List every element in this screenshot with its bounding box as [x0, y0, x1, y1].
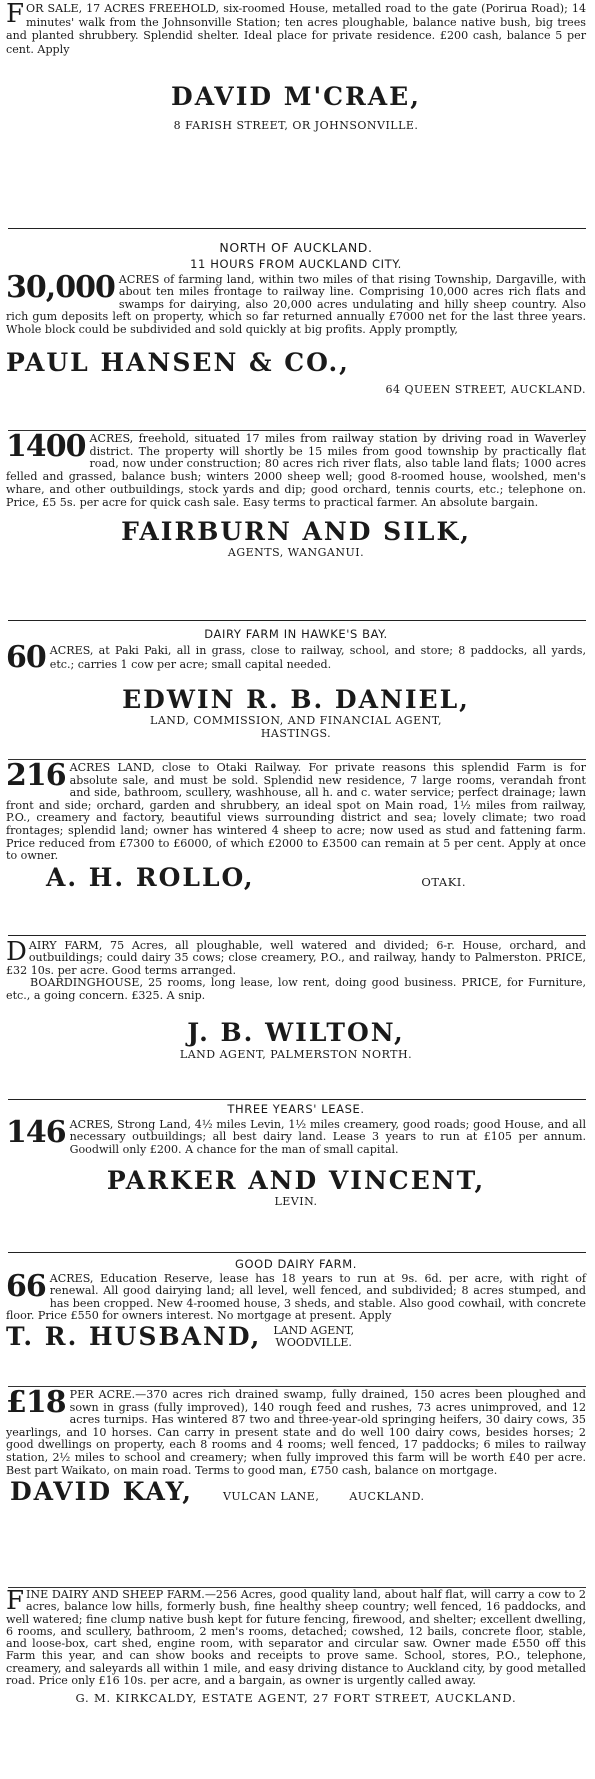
advertiser-row — [6, 1322, 586, 1351]
divider — [8, 1252, 586, 1253]
ad-wilton — [6, 937, 586, 1062]
advertiser-name: J. B. WILTON, — [187, 1018, 405, 1048]
ad-body-second: BOARDINGHOUSE, 25 rooms, long lease, low rent, doing good business. PRICE, for Furniture, etc., a going concern. £325. A snip. — [6, 976, 586, 1002]
ad-rollo — [6, 758, 586, 892]
ad-heading: THREE YEARS' LEASE. — [227, 1102, 365, 1116]
acreage-number: 146 — [6, 1115, 66, 1150]
advertiser-row — [6, 863, 586, 892]
ad-body — [6, 270, 586, 336]
divider — [8, 228, 586, 229]
ad-heading: GOOD DAIRY FARM. — [235, 1257, 357, 1271]
advertiser-name: DAVID KAY, — [10, 1477, 193, 1507]
ad-body — [6, 640, 586, 675]
ad-body — [6, 2, 586, 56]
ad-husband — [6, 1257, 586, 1351]
ad-body — [6, 758, 586, 863]
advertiser-address: 8 FARISH STREET, OR JOHNSONVILLE. — [173, 119, 419, 133]
acreage-number: 30,000 — [6, 270, 115, 305]
ad-text: ACRES, Strong Land, 4½ miles Levin, 1½ miles creamery, good roads; good House, and all necessary outbuildings; all best dairy land. Lease 3 years to run at £105 per annum. Goodwill only £200. A chance for the man of small capital. — [69, 1118, 586, 1156]
ad-fairburn — [6, 429, 586, 560]
divider — [8, 1386, 586, 1387]
advertiser-agent-block — [273, 1325, 354, 1349]
advertiser-name: FAIRBURN AND SILK, — [121, 517, 471, 547]
divider — [8, 430, 586, 431]
advertiser-town: LEVIN. — [274, 1195, 318, 1209]
ad-body — [6, 937, 586, 977]
divider — [8, 620, 586, 621]
ad-subheading: 11 HOURS FROM AUCKLAND CITY. — [190, 257, 402, 271]
acreage-number: 66 — [6, 1269, 46, 1304]
advertiser-footer: G. M. KIRKCALDY, ESTATE AGENT, 27 FORT STREET, AUCKLAND. — [75, 1691, 517, 1706]
drop-capital: F — [6, 0, 25, 29]
advertiser-name: DAVID M'CRAE, — [171, 82, 421, 112]
drop-capital: D — [6, 937, 27, 967]
divider — [8, 759, 586, 760]
acreage-number: 60 — [6, 640, 46, 675]
advertiser-agents: AGENTS, WANGANUI. — [227, 546, 365, 560]
ad-kay — [6, 1385, 586, 1507]
advertiser-town: HASTINGS. — [260, 727, 332, 741]
divider — [8, 1099, 586, 1100]
ad-text: ACRES, freehold, situated 17 miles from railway station by driving road in Waverley district. The property will shortly be 15 miles from good township by practically flat road, now under construction; 80 acres rich river flats, also table land flats; 1000 acres felled and grassed, balance bush; winters 2000 sheep well; good 8-roomed house, woolshed, men's whare, and other outbuildings, stock yards and dip; good orchard, tennis courts, etc.; telephone on. Price, £5 5s. per acre for quick cash sale. Easy terms to practical farmer. An absolute bargain. — [6, 432, 586, 509]
advertiser-title: LAND, COMMISSION, AND FINANCIAL AGENT, — [150, 714, 442, 728]
advertiser-name: PARKER AND VINCENT, — [106, 1166, 486, 1196]
advertiser-town: OTAKI. — [421, 874, 466, 889]
advertiser-address: LAND AGENT, PALMERSTON NORTH. — [179, 1048, 413, 1062]
acreage-number: 216 — [6, 758, 66, 793]
drop-capital: F — [6, 1586, 25, 1616]
advertiser-name: T. R. HUSBAND, — [6, 1322, 262, 1352]
divider — [8, 935, 586, 936]
agent-title: LAND AGENT, — [273, 1323, 355, 1337]
ad-body — [6, 1385, 586, 1477]
ad-heading: DAIRY FARM IN HAWKE'S BAY. — [204, 627, 388, 641]
agent-town: WOODVILLE. — [275, 1335, 352, 1349]
ad-body — [6, 429, 586, 509]
advertiser-name: PAUL HANSEN & CO., — [6, 348, 350, 378]
ad-text: AIRY FARM, 75 Acres, all ploughable, well watered and divided; 6-r. House, orchard, and outbuildings; could dairy 35 cows; close creamery, P.O., and railway, handy to Palmerston. PRICE, £32 10s. per acre. Good terms arranged. — [6, 939, 586, 977]
advertiser-city: AUCKLAND. — [349, 1490, 425, 1504]
acreage-number: 1400 — [6, 429, 86, 464]
advertiser-row — [6, 1477, 586, 1506]
ad-daniel — [6, 627, 586, 740]
ad-hansen — [6, 240, 586, 396]
ad-text: ACRES, Education Reserve, lease has 18 years to run at 9s. 6d. per acre, with right of renewal. All good dairying land; all level, well fenced, and subdivided; 8 acres stumped, and has been cropped. New 4-roomed house, 3 sheds, and stable. Also good cowhail, with concrete floor. Price £550 for owners interest. No mortgage at present. Apply — [6, 1272, 586, 1322]
ad-text: ACRES of farming land, within two miles of that rising Township, Dargaville, with about ten miles frontage to railway line. Comprising 10,000 acres rich flats and swamps for dairying, also 20,000 acres undulating and hilly sheep country. Also rich gum deposits left on property, which so far returned annually £7000 net for the last three years. Whole block could be subdivided and sold quickly at big profits. Apply promptly, — [6, 273, 586, 336]
ad-text: OR SALE, 17 ACRES FREEHOLD, six-roomed House, metalled road to the gate (Porirua Road); 14 minutes' walk from the Johnsonville Station; ten acres ploughable, balance native bush, big trees and planted shrubbery. Splendid shelter. Ideal place for private residence. £200 cash, balance 5 per cent. Apply — [6, 2, 586, 56]
advertiser-name: EDWIN R. B. DANIEL, — [122, 685, 470, 715]
ad-mccrae — [6, 2, 586, 132]
advertiser-address: 64 QUEEN STREET, AUCKLAND. — [385, 383, 586, 397]
ad-heading: NORTH OF AUCKLAND. — [219, 240, 373, 255]
ad-text: PER ACRE.—370 acres rich drained swamp, fully drained, 150 acres been ploughed and sown in grass (fully improved), 140 rough feed and rushes, 73 acres unimproved, and 12 acres turnips. Has wintered 87 two and three-year-old springing heifers, 30 dairy cows, 35 yearlings, and 10 horses. Can carry in present state and do well 100 dairy cows, besides horses; 2 good dwellings on property, each 8 rooms and 4 rooms; well fenced, 17 paddocks; 6 miles to railway station, 2½ miles to school and creamery; when fully improved this farm will be worth £40 per acre. Best part Waikato, on main road. Terms to good man, £750 cash, balance on mortgage. — [6, 1388, 586, 1477]
price-number: £18 — [6, 1385, 66, 1420]
ad-text: ACRES LAND, close to Otaki Railway. For private reasons this splendid Farm is for absolute sale, and must be sold. Splendid new residence, 7 large rooms, verandah front and side, bathroom, scullery, washhouse, all h. and c. water service; perfect drainage; lawn front and side; orchard, garden and shrubbery, an ideal spot on Main road, 1½ miles from railway, P.O., creamery and factory, beautiful views surrounding district and sea; lovely climate; two road frontages; splendid land; owner has wintered 4 sheep to acre; now used as stud and fattening farm. Price reduced from £7300 to £6000, of which £2000 to £3500 can remain at 5 per cent. Apply at once to owner. — [6, 761, 586, 863]
ad-body — [6, 1586, 586, 1688]
ad-body — [6, 1269, 586, 1322]
ad-body — [6, 1115, 586, 1156]
ad-text: ACRES, at Paki Paki, all in grass, close to railway, school, and store; 8 paddocks, all yards, etc.; carries 1 cow per acre; small capital needed. — [49, 644, 586, 671]
ad-text: INE DAIRY AND SHEEP FARM.—256 Acres, good quality land, about half flat, will carry a cow to 2 acres, balance low hills, formerly bush, fine healthy sheep country; well fenced, 16 paddocks, and well watered; fine clump native bush kept for future fencing, firewood, and shelter; excellent dwelling, 6 rooms, and scullery, bathroom, 2 men's rooms, detached; cowshed, 12 bails, concrete floor, stable, and loose-box, cart shed, engine room, with separator and circular saw. Owner made £550 off this Farm this year, and can show books and receipts to prove same. School, stores, P.O., telephone, creamery, and saleyards all within 1 mile, and easy driving distance to Auckland city, by good metalled road. Price only £16 10s. per acre, and a bargain, as owner is urgently called away. — [6, 1588, 586, 1688]
ad-parker — [6, 1102, 586, 1208]
ad-kirkcaldy — [6, 1586, 586, 1706]
advertiser-lane: VULCAN LANE, — [222, 1490, 320, 1504]
advertiser-name: A. H. ROLLO, — [46, 862, 255, 892]
